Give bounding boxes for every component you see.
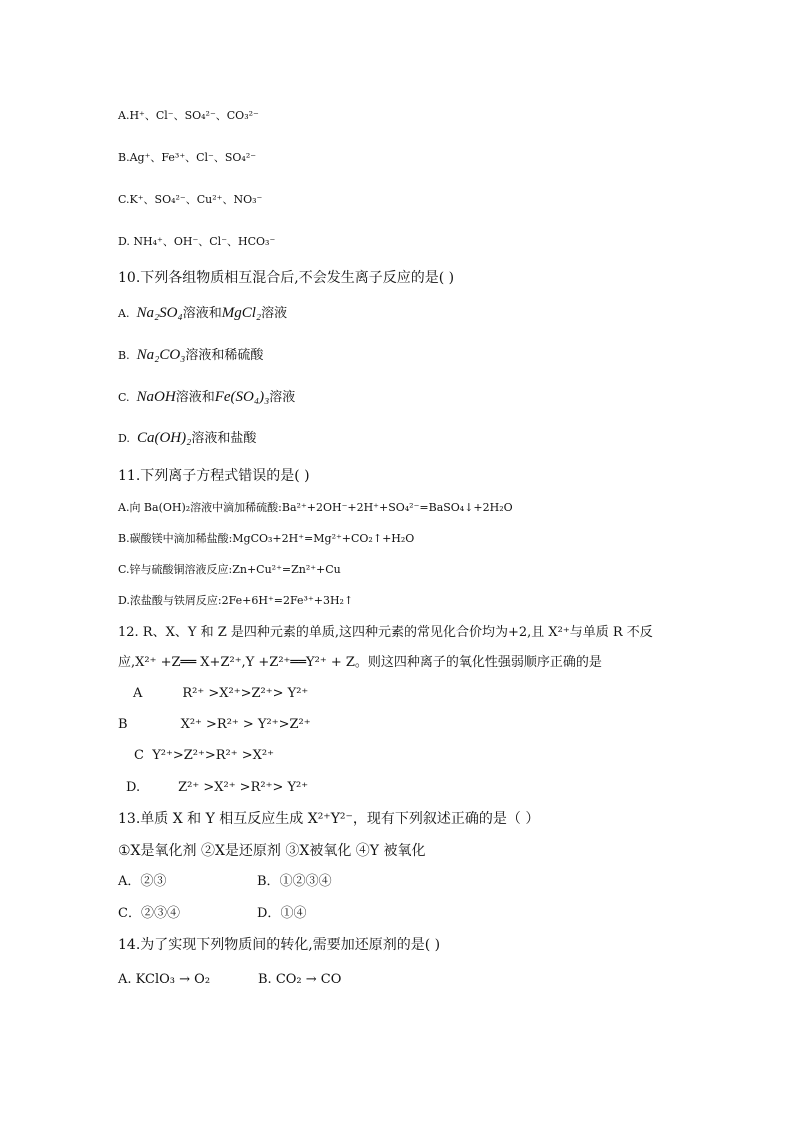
- option-label: B.: [258, 972, 272, 987]
- q13-option-c: [118, 904, 180, 924]
- q10-stem: 10.下列各组物质相互混合后,不会发生离子反应的是( ): [118, 270, 455, 286]
- option-label: A.: [118, 972, 132, 987]
- q10-option-c: [118, 387, 295, 408]
- option-text: Y²⁺>Z²⁺>R²⁺ >X²⁺: [152, 748, 274, 763]
- option-label: D.: [126, 780, 141, 795]
- option-label: B.: [118, 349, 130, 362]
- option-text: Z²⁺ >X²⁺ >R²⁺> Y²⁺: [178, 780, 309, 795]
- q14-option-a: [118, 970, 210, 990]
- q13-option-a: [118, 872, 166, 892]
- option-text: 溶液和: [175, 390, 215, 405]
- option-text: ①②③④: [279, 874, 332, 889]
- q12-stem-line2: 应,X²⁺ +Z══ X+Z²⁺,Y +Z²⁺══Y²⁺ + Z。则这四种离子的氧化性强弱顺序正确的是: [118, 655, 602, 670]
- q14-stem: 14.为了实现下列物质间的转化,需要加还原剂的是( ): [118, 937, 441, 953]
- option-label: B: [118, 717, 128, 732]
- option-label: C．: [118, 906, 141, 921]
- q13-option-d: [257, 904, 306, 924]
- option-text: 溶液和盐酸: [191, 431, 257, 446]
- formula: MgCl₂: [221, 305, 262, 321]
- q10-option-d: [118, 428, 256, 449]
- option-label: C: [134, 748, 144, 763]
- option-text: CO₂ → CO: [275, 972, 342, 987]
- option-label: C.: [118, 391, 130, 404]
- formula: NaOH: [136, 389, 176, 405]
- q11-option-b: B.碳酸镁中滴加稀盐酸:MgCO₃+2H⁺=Mg²⁺+CO₂↑+H₂O: [118, 532, 415, 545]
- q12-option-a: [133, 684, 308, 704]
- option-text: R²⁺ >X²⁺>Z²⁺> Y²⁺: [182, 686, 309, 701]
- q9-option-a: A.H⁺、Cl⁻、SO₄²⁻、CO₃²⁻: [118, 109, 259, 122]
- formula: Fe(SO₄)₃: [214, 389, 270, 405]
- q9-option-b: B.Ag⁺、Fe³⁺、Cl⁻、SO₄²⁻: [118, 151, 257, 164]
- option-text: 溶液和稀硫酸: [185, 348, 264, 363]
- q14-option-b: [258, 970, 341, 990]
- option-text: 溶液: [269, 390, 296, 405]
- q10-option-b: [118, 345, 263, 366]
- option-label: B．: [257, 874, 280, 889]
- option-label: A: [133, 686, 143, 701]
- q11-option-a: A.向 Ba(OH)₂溶液中滴加稀硫酸:Ba²⁺+2OH⁻+2H⁺+SO₄²⁻=BaSO₄↓+2H₂O: [118, 501, 513, 514]
- option-label: D.: [118, 432, 130, 445]
- option-text: ①④: [280, 906, 307, 921]
- formula: Na₂SO₄: [136, 305, 183, 321]
- option-label: A.: [118, 307, 130, 320]
- option-text: 溶液: [261, 306, 288, 321]
- option-text: X²⁺ >R²⁺ > Y²⁺>Z²⁺: [180, 717, 311, 732]
- option-label: D．: [257, 906, 281, 921]
- q9-option-c: C.K⁺、SO₄²⁻、Cu²⁺、NO₃⁻: [118, 193, 263, 206]
- q13-stem: 13.单质 X 和 Y 相互反应生成 X²⁺Y²⁻，现有下列叙述正确的是（ ）: [118, 811, 540, 827]
- q12-option-c: [134, 746, 274, 766]
- q9-option-d: D. NH₄⁺、OH⁻、Cl⁻、HCO₃⁻: [118, 235, 276, 248]
- q12-option-d: [126, 778, 308, 798]
- q11-option-d: D.浓盐酸与铁屑反应:2Fe+6H⁺=2Fe³⁺+3H₂↑: [118, 594, 354, 607]
- option-text: 溶液和: [182, 306, 222, 321]
- option-text: ②③: [140, 874, 167, 889]
- q13-statements: ①X是氧化剂 ②X是还原剂 ③X被氧化 ④Y 被氧化: [118, 843, 426, 859]
- q10-option-a: [118, 303, 287, 324]
- q13-option-b: [257, 872, 332, 892]
- option-label: A．: [118, 874, 141, 889]
- q11-stem: 11.下列离子方程式错误的是( ): [118, 468, 310, 484]
- q12-stem-line1: 12. R、X、Y 和 Z 是四种元素的单质,这四种元素的常见化合价均为+2,且 X²⁺与单质 R 不反: [118, 625, 653, 640]
- q11-option-c: C.锌与硫酸铜溶液反应:Zn+Cu²⁺=Zn²⁺+Cu: [118, 563, 341, 576]
- formula: Ca(OH)₂: [136, 430, 192, 446]
- q12-option-b: [118, 715, 311, 735]
- option-text: KClO₃ → O₂: [135, 972, 211, 987]
- option-text: ②③④: [140, 906, 180, 921]
- formula: Na₂CO₃: [136, 347, 186, 363]
